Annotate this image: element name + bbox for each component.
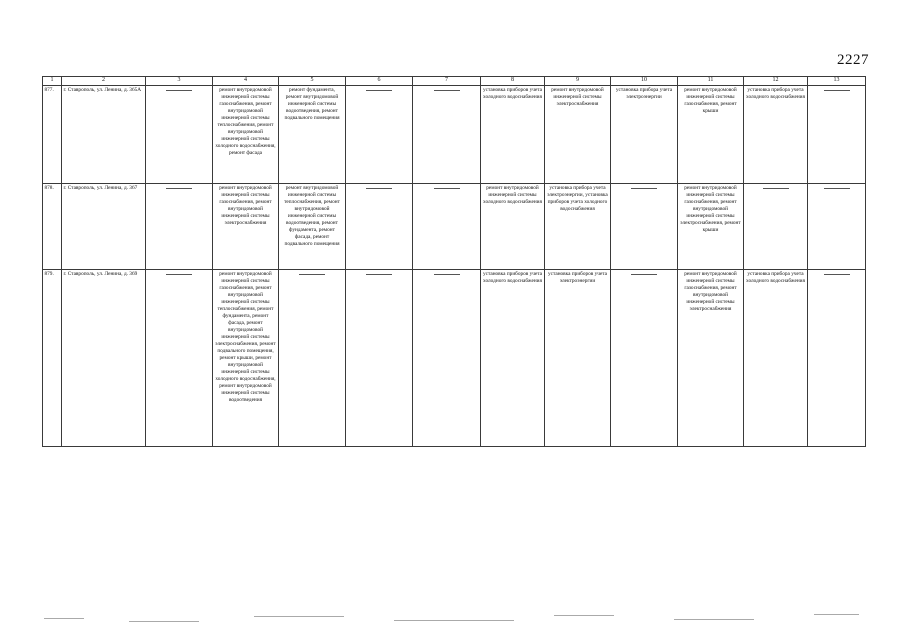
empty-cell (744, 184, 808, 270)
column-header: 8 (481, 77, 545, 86)
works-cell: ремонт фундамента, ремонт внутридомовой инженерной системы водоотведения, ремонт подвального помещения (279, 86, 346, 184)
column-header: 11 (678, 77, 744, 86)
works-cell: установка приборов учета холодного водоснабжения (481, 270, 545, 447)
dash-mark (166, 274, 192, 275)
column-header: 13 (808, 77, 866, 86)
page-number: 2227 (837, 52, 869, 68)
works-cell: ремонт внутридомовой инженерной системы газоснабжения, ремонт внутридомовой инженерной системы электроснабжения, ремонт крыши (678, 184, 744, 270)
empty-cell (346, 86, 413, 184)
works-cell: установка прибора учета холодного водоснабжения (744, 86, 808, 184)
works-cell: установка прибора учета холодного водоснабжения (744, 270, 808, 447)
dash-mark (824, 188, 850, 189)
table-row (43, 184, 866, 270)
scan-speck (44, 618, 84, 619)
dash-mark (434, 90, 460, 91)
row-number: 877. (43, 86, 62, 184)
table-row (43, 270, 866, 447)
column-header: 7 (413, 77, 481, 86)
column-header: 5 (279, 77, 346, 86)
column-header: 3 (146, 77, 213, 86)
works-cell: ремонт внутридомовой инженерной системы газоснабжения, ремонт внутридомовой инженерной системы теплоснабжения, ремонт внутридомовой инженерной системы холодного водоснабжения, ремонт фасада (213, 86, 279, 184)
works-cell: ремонт внутридомовой инженерной системы газоснабжения, ремонт крыши (678, 86, 744, 184)
empty-cell (346, 184, 413, 270)
works-cell: установка прибора учета электроэнергии, установка приборов учета холодного водоснабжения (545, 184, 611, 270)
scan-speck (129, 621, 199, 622)
dash-mark (824, 274, 850, 275)
empty-cell (808, 184, 866, 270)
dash-mark (434, 188, 460, 189)
dash-mark (166, 90, 192, 91)
dash-mark (631, 188, 657, 189)
address-cell: г. Ставрополь, ул. Ленина, д. 367 (62, 184, 146, 270)
dash-mark (763, 188, 789, 189)
column-header: 12 (744, 77, 808, 86)
dash-mark (166, 188, 192, 189)
dash-mark (824, 90, 850, 91)
empty-cell (611, 270, 678, 447)
scan-speck (554, 615, 614, 616)
scan-noise (34, 612, 874, 626)
works-cell: установка прибора учета электроэнергии (611, 86, 678, 184)
dash-mark (434, 274, 460, 275)
empty-cell (808, 86, 866, 184)
column-header: 4 (213, 77, 279, 86)
empty-cell (146, 86, 213, 184)
empty-cell (611, 184, 678, 270)
dash-mark (631, 274, 657, 275)
works-cell: установка приборов учета электроэнергии (545, 270, 611, 447)
empty-cell (279, 270, 346, 447)
empty-cell (146, 270, 213, 447)
dash-mark (366, 188, 392, 189)
scan-speck (254, 616, 344, 617)
works-cell: ремонт внутридомовой инженерной системы газоснабжения, ремонт внутридомовой инженерной системы теплоснабжения, ремонт фундамента, ремонт фасада, ремонт внутридомовой инженерной системы электроснабжения, ремонт подвального помещения, ремонт крыши, ремонт внутридомовой инженерной системы холодного водоснабжения, ремонт внутридомовой инженерной системы водоотведения (213, 270, 279, 447)
works-cell: ремонт внутридомовой инженерной системы электроснабжения (545, 86, 611, 184)
works-cell: ремонт внутридомовой инженерной системы теплоснабжения, ремонт внутридомовой инженерной системы водоотведения, ремонт фундамента, ремонт фасада, ремонт подвального помещения (279, 184, 346, 270)
works-cell: ремонт внутридомовой инженерной системы холодного водоснабжения (481, 184, 545, 270)
empty-cell (808, 270, 866, 447)
empty-cell (413, 86, 481, 184)
works-cell: установка приборов учета холодного водоснабжения (481, 86, 545, 184)
empty-cell (413, 270, 481, 447)
empty-cell (346, 270, 413, 447)
dash-mark (366, 90, 392, 91)
works-cell: ремонт внутридомовой инженерной системы газоснабжения, ремонт внутридомовой инженерной системы электроснабжения (213, 184, 279, 270)
dash-mark (299, 274, 325, 275)
address-cell: г. Ставрополь, ул. Ленина, д. 369 (62, 270, 146, 447)
column-header: 1 (43, 77, 62, 86)
row-number: 879. (43, 270, 62, 447)
works-cell: ремонт внутридомовой инженерной системы газоснабжения, ремонт внутридомовой инженерной системы электроснабжения (678, 270, 744, 447)
repair-schedule-table (42, 76, 866, 447)
scan-speck (814, 614, 859, 615)
scan-speck (674, 619, 754, 620)
column-header: 10 (611, 77, 678, 86)
column-header: 9 (545, 77, 611, 86)
table-row (43, 86, 866, 184)
row-number: 878. (43, 184, 62, 270)
empty-cell (413, 184, 481, 270)
scan-speck (394, 620, 514, 621)
address-cell: г. Ставрополь, ул. Ленина, д. 365А (62, 86, 146, 184)
dash-mark (366, 274, 392, 275)
column-header: 2 (62, 77, 146, 86)
column-number-row (43, 77, 866, 86)
column-header: 6 (346, 77, 413, 86)
empty-cell (146, 184, 213, 270)
